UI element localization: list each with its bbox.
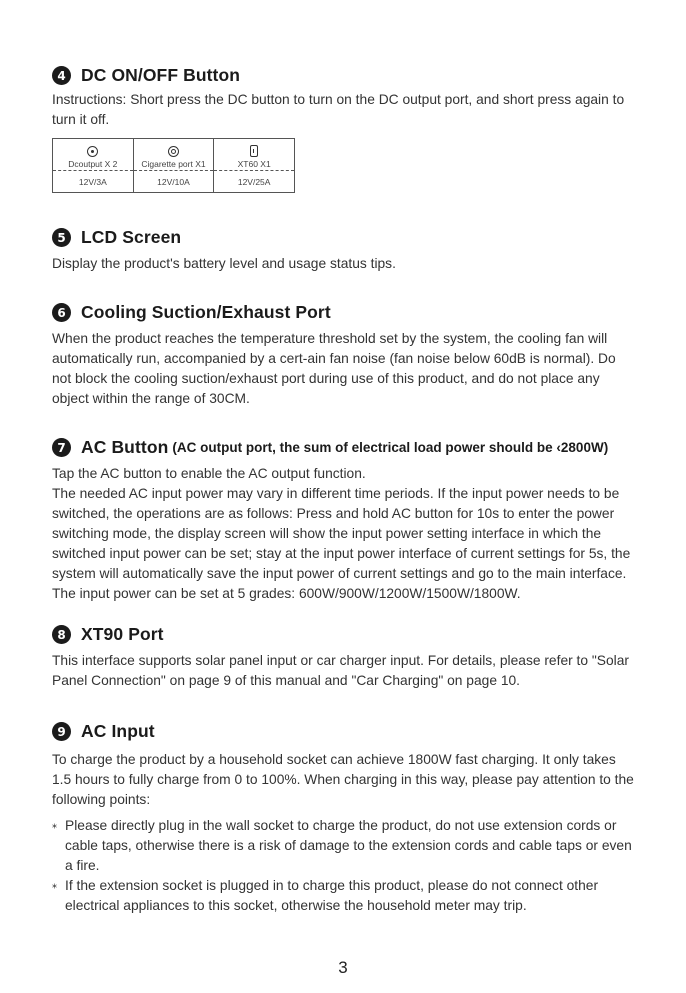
xt60-icon (250, 145, 258, 157)
section-number: 5 (52, 228, 71, 247)
section-paragraph: Display the product's battery level and usage status tips. (52, 256, 396, 271)
list-item-text: If the extension socket is plugged in to charge this product, please do not connect other electrical appliances to this socket, otherwise the household meter may trip. (65, 878, 599, 913)
cigarette-port-icon (168, 146, 179, 157)
table-value: 12V/3A (53, 171, 134, 193)
section-number: 7 (52, 438, 71, 457)
section-heading (52, 227, 636, 248)
dc-output-table (52, 138, 295, 193)
section-paragraph: Tap the AC button to enable the AC output function. (52, 466, 366, 481)
section-heading (52, 302, 636, 323)
bullet-icon: ⁎ (52, 880, 57, 891)
section-paragraph: Instructions: Short press the DC button to turn on the DC output port, and short press again to turn it off. (52, 92, 625, 127)
section-title: DC ON/OFF Button (81, 65, 241, 85)
table-value: 12V/25A (214, 171, 295, 193)
dc-output-icon (87, 146, 98, 157)
section-title: LCD Screen (81, 227, 182, 247)
list-item (52, 816, 636, 876)
table-value: 12V/10A (133, 171, 214, 193)
list-item-text: Please directly plug in the wall socket to charge the product, do not use extension cords or cable taps, otherwise there is a risk of damage to the extension cords and cable taps or even a fire. (65, 818, 632, 873)
section-ac-button (52, 437, 636, 604)
section-title: XT90 Port (81, 624, 164, 644)
table-label: Cigarette port X1 (133, 159, 214, 171)
bullet-list (52, 816, 636, 916)
table-label: Dcoutput X 2 (53, 159, 134, 171)
section-title: AC Button (81, 437, 169, 457)
section-cooling-port (52, 302, 636, 409)
section-heading (52, 65, 636, 86)
section-title: Cooling Suction/Exhaust Port (81, 302, 331, 322)
section-number: 4 (52, 66, 71, 85)
list-item (52, 876, 636, 916)
section-lcd-screen (52, 227, 636, 274)
section-number: 8 (52, 625, 71, 644)
section-number: 9 (52, 722, 71, 741)
bullet-icon: ⁎ (52, 820, 57, 831)
section-paragraph: When the product reaches the temperature threshold set by the system, the cooling fan will automatically run, accompanied by a cert-ain fan noise (fan noise below 60dB is normal). Do not block the cooling suction/exhaust port during use of this product, and do not place any object within the range of 30CM. (52, 331, 616, 406)
section-title-note: (AC output port, the sum of electrical load power should be ‹2800W) (172, 440, 609, 455)
section-number: 6 (52, 303, 71, 322)
page-number: 3 (338, 958, 348, 977)
section-paragraph: This interface supports solar panel input or car charger input. For details, please refer to "Solar Panel Connection" on page 9 of this manual and "Car Charging" on page 10. (52, 653, 629, 688)
section-heading (52, 624, 636, 645)
section-paragraph: The needed AC input power may vary in different time periods. If the input power needs to be switched, the operations are as follows: Press and hold AC button for 10s to enter the power switching mode, the display screen will show the input power setting interface in which the switched input power can be set; stay at the input power interface of current settings for 5s, the system will automatically save the input power of current settings and go to the main interface. The input power can be set at 5 grades: 600W/900W/1200W/1500W/1800W. (52, 486, 631, 601)
section-paragraph: To charge the product by a household socket can achieve 1800W fast charging. It only takes 1.5 hours to fully charge from 0 to 100%. When charging in this way, please pay attention to the following points: (52, 752, 634, 807)
manual-page (52, 62, 636, 916)
section-ac-input (52, 721, 636, 916)
section-heading (52, 437, 636, 458)
section-dc-button (52, 65, 636, 193)
section-title: AC Input (81, 721, 155, 741)
section-heading (52, 721, 636, 742)
section-xt90-port (52, 624, 636, 691)
table-label: XT60 X1 (214, 159, 295, 171)
